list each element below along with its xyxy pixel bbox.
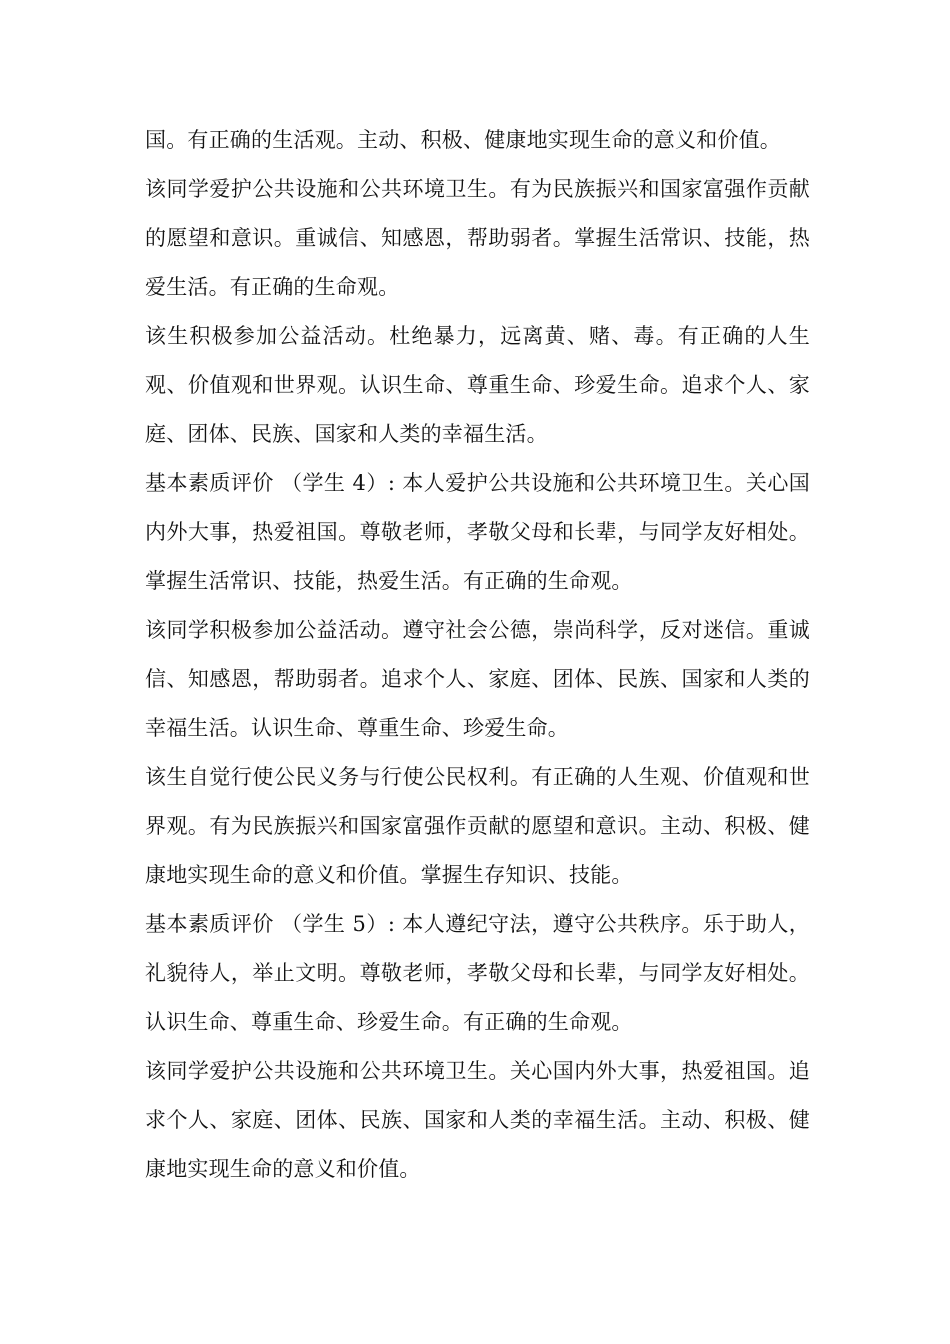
paragraph-3: 该生积极参加公益活动。杜绝暴力，远离黄、赌、毒。有正确的人生观、价值观和世界观。认识生命、尊重生命、珍爱生命。追求个人、家庭、团体、民族、国家和人类的幸福生活。 bbox=[145, 324, 810, 446]
paragraph-6: 该生自觉行使公民义务与行使公民权利。有正确的人生观、价值观和世界观。有为民族振兴和国家富强作贡献的愿望和意识。主动、积极、健康地实现生命的意义和价值。掌握生存知识、技能。 bbox=[145, 765, 810, 887]
paragraph-1: 国。有正确的生活观。主动、积极、健康地实现生命的意义和价值。 bbox=[145, 128, 781, 152]
paragraph-2: 该同学爱护公共设施和公共环境卫生。有为民族振兴和国家富强作贡献的愿望和意识。重诚信、知感恩，帮助弱者。掌握生活常识、技能，热爱生活。有正确的生命观。 bbox=[145, 177, 810, 299]
document-body bbox=[145, 116, 810, 1194]
paragraph-7: 基本素质评价 （学生 5）: 本人遵纪守法，遵守公共秩序。乐于助人，礼貌待人，举止文明。尊敬老师，孝敬父母和长辈，与同学友好相处。认识生命、尊重生命、珍爱生命。有正确的生命观。 bbox=[145, 912, 810, 1034]
paragraph-5: 该同学积极参加公益活动。遵守社会公德，崇尚科学，反对迷信。重诚信、知感恩，帮助弱者。追求个人、家庭、团体、民族、国家和人类的幸福生活。认识生命、尊重生命、珍爱生命。 bbox=[145, 618, 810, 740]
paragraph-8: 该同学爱护公共设施和公共环境卫生。关心国内外大事，热爱祖国。追求个人、家庭、团体、民族、国家和人类的幸福生活。主动、积极、健康地实现生命的意义和价值。 bbox=[145, 1059, 810, 1181]
paragraph-4: 基本素质评价 （学生 4）: 本人爱护公共设施和公共环境卫生。关心国内外大事，热爱祖国。尊敬老师，孝敬父母和长辈，与同学友好相处。掌握生活常识、技能，热爱生活。有正确的生命观。 bbox=[145, 471, 810, 593]
